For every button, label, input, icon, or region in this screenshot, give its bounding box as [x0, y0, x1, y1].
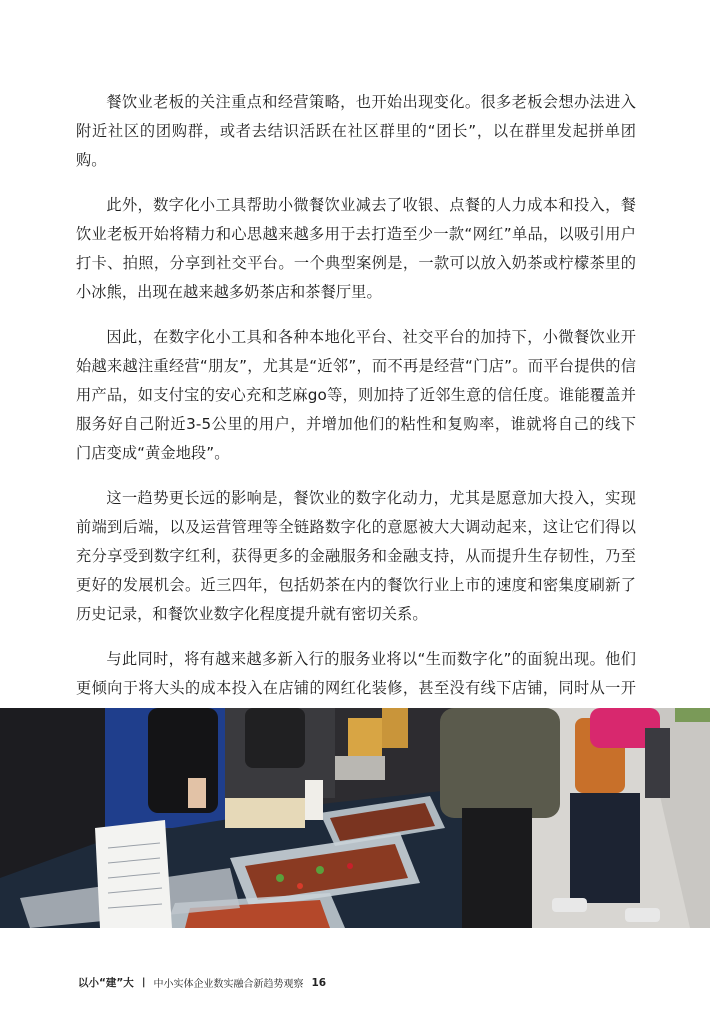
paragraph: 因此，在数字化小工具和各种本地化平台、社交平台的加持下，小微餐饮业开始越来越注重经营“朋友”，尤其是“近邻”，而不再是经营“门店”。而平台提供的信用产品，如支付宝的安心充和芝麻go等，则加持了近邻生意的信任度。谁能覆盖并服务好自己附近3-5公里的用户，并增加他们的粘性和复购率，谁就将自己的线下门店变成“黄金地段”。: [76, 328, 636, 462]
paragraph: 这一趋势更长远的影响是，餐饮业的数字化动力，尤其是愿意加大投入，实现前端到后端，以及运营管理等全链路数字化的意愿被大大调动起来，这让它们得以充分享受到数字红利，获得更多的金融服务和金融支持，从而提升生存韧性，乃至更好的发展机会。近三四年，包括奶茶在内的餐饮行业上市的速度和密集度刷新了历史记录，和餐饮业数字化程度提升就有密切关系。: [76, 489, 636, 623]
footer-title: 中小实体企业数实融合新趋势观察: [153, 979, 304, 990]
article-body: [76, 88, 636, 777]
page-footer: [78, 975, 326, 990]
footer-brand: 以小“建”大: [78, 977, 134, 989]
paragraph: 此外，数字化小工具帮助小微餐饮业减去了收银、点餐的人力成本和投入，餐饮业老板开始将精力和心思越来越多用于去打造至少一款“网红”单品，以吸引用户打卡、拍照，分享到社交平台。一个典型案例是，一款可以放入奶茶或柠檬茶里的小冰熊，出现在越来越多奶茶店和茶餐厅里。: [76, 196, 636, 301]
paragraph: 与此同时，将有越来越多新入行的服务业将以“生而数字化”的面貌出现。他们更倾向于将大头的成本投入在店铺的网红化装修，甚至没有线下店铺，同时从一开: [76, 650, 636, 697]
paragraph: 餐饮业老板的关注重点和经营策略，也开始出现变化。很多老板会想办法进入附近社区的团购群，或者去结识活跃在社区群里的“团长”，以在群里发起拼单团购。: [76, 93, 636, 169]
footer-separator: |: [141, 977, 146, 988]
page-number: 16: [311, 976, 327, 989]
street-food-stall-photo: [0, 708, 710, 928]
